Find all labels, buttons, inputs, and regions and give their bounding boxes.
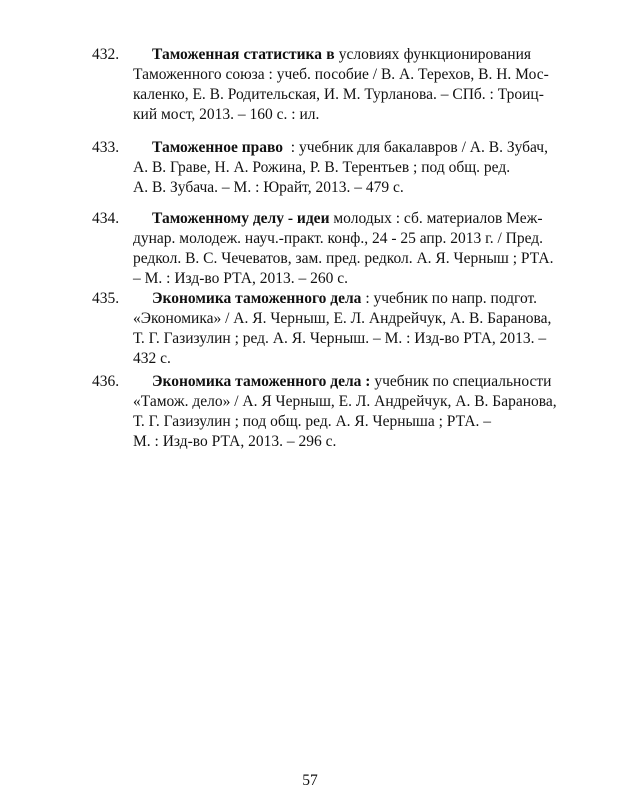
entry-text: : учебник для бакалавров / А. В. Зубач, <box>283 139 548 156</box>
entry-line: 432 с. <box>133 350 171 367</box>
entry-number: 434. <box>92 210 120 227</box>
entry-line: М. : Изд-во РТА, 2013. – 296 с. <box>133 433 337 450</box>
entry-line: кий мост, 2013. – 160 с. : ил. <box>133 106 320 123</box>
entry-number: 432. <box>92 46 120 63</box>
entry-line: каленко, Е. В. Родительская, И. М. Турланова. – СПб. : Троиц- <box>133 86 544 103</box>
entry-first-line <box>152 138 548 158</box>
entry-line: дунар. молодеж. науч.-практ. конф., 24 - 25 апр. 2013 г. / Пред. <box>133 230 544 247</box>
page-number: 57 <box>302 772 318 789</box>
entry-line: Т. Г. Газизулин ; под общ. ред. А. Я. Черныша ; РТА. – <box>133 413 492 430</box>
entry-title: Экономика таможенного дела <box>152 290 362 307</box>
entry-title: Таможенное право <box>152 139 284 156</box>
entry-line: Таможенного союза : учеб. пособие / В. А. Терехов, В. Н. Мос- <box>133 66 549 83</box>
entry-number: 435. <box>92 290 120 307</box>
entry-line: «Экономика» / А. Я. Черныш, Е. Л. Андрейчук, А. В. Баранова, <box>133 310 552 327</box>
entry-text: : учебник по напр. подгот. <box>361 290 537 307</box>
entry-first-line <box>152 372 552 392</box>
entry-text: молодых : сб. материалов Меж- <box>329 210 543 227</box>
entry-first-line <box>152 209 543 229</box>
entry-line: А. В. Зубача. – М. : Юрайт, 2013. – 479 с. <box>133 179 404 196</box>
entry-number: 436. <box>92 373 120 390</box>
entry-title: Таможенная статистика в <box>152 46 335 63</box>
entry-line: «Тамож. дело» / А. Я Черныш, Е. Л. Андрейчук, А. В. Баранова, <box>133 393 557 410</box>
entry-text: учебник по специальности <box>370 373 552 390</box>
entry-title: Таможенному делу - идеи <box>152 210 330 227</box>
entry-number: 433. <box>92 139 120 156</box>
entry-title: Экономика таможенного дела : <box>152 373 371 390</box>
entry-text: условиях функционирования <box>334 46 531 63</box>
entry-first-line <box>152 45 531 65</box>
entry-line: Т. Г. Газизулин ; ред. А. Я. Черныш. – М. : Изд-во РТА, 2013. – <box>133 330 547 347</box>
entry-line: редкол. В. С. Чечеватов, зам. пред. редкол. А. Я. Черныш ; РТА. <box>133 250 554 267</box>
entry-line: А. В. Граве, Н. А. Рожина, Р. В. Терентьев ; под общ. ред. <box>133 159 511 176</box>
entry-first-line <box>152 289 537 309</box>
entry-line: – М. : Изд-во РТА, 2013. – 260 с. <box>133 270 348 287</box>
